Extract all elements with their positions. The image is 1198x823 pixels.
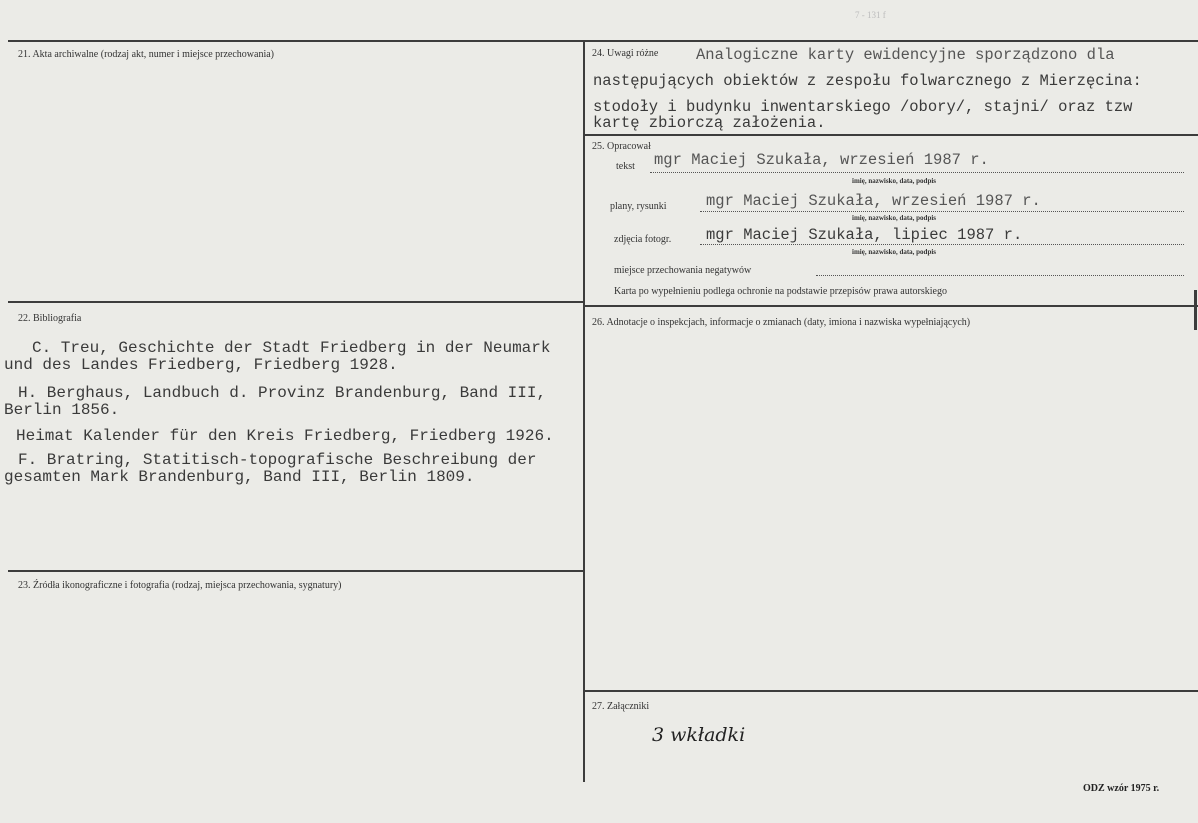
bibliography-entry-2-line1: H. Berghaus, Landbuch d. Provinz Brandenburg, Band III, xyxy=(18,384,547,402)
text-author-value: mgr Maciej Szukała, wrzesień 1987 r. xyxy=(654,151,989,169)
form-code-footer: ODZ wzór 1975 r. xyxy=(1083,783,1160,794)
remarks-line-3: stodoły i budynku inwentarskiego /obory/, stajni/ oraz tzw xyxy=(593,98,1133,116)
text-author-caption: imię, nazwisko, data, podpis xyxy=(852,177,937,185)
divider-22-23 xyxy=(8,570,584,572)
section-24-label: 24. Uwagi różne xyxy=(592,48,659,59)
center-divider-line xyxy=(583,40,585,782)
bibliography-entry-4-line2: gesamten Mark Brandenburg, Band III, Berlin 1809. xyxy=(4,468,475,486)
bibliography-entry-2-line2: Berlin 1856. xyxy=(4,401,120,419)
divider-21-22 xyxy=(8,301,584,303)
bibliography-entry-1-line1: C. Treu, Geschichte der Stadt Friedberg in der Neumark xyxy=(32,339,551,357)
section-27-header: 27. Załączniki xyxy=(592,701,650,712)
remarks-line-2: następujących obiektów z zespołu folwarcznego z Mierzęcina: xyxy=(593,72,1142,90)
photos-author-caption: imię, nazwisko, data, podpis xyxy=(852,248,937,256)
drawings-author-dotline xyxy=(700,211,1184,212)
drawings-author-value: mgr Maciej Szukała, wrzesień 1987 r. xyxy=(706,192,1041,210)
top-border-line xyxy=(8,40,1198,42)
attachments-handwritten: 3 wkładki xyxy=(652,724,746,746)
bibliography-entry-3-line1: Heimat Kalender für den Kreis Friedberg, Friedberg 1926. xyxy=(16,427,554,445)
section-22-header: 22. Bibliografia xyxy=(18,313,82,324)
remarks-line-1: Analogiczne karty ewidencyjne sporządzono dla xyxy=(696,46,1115,64)
photos-author-label: zdjęcia fotogr. xyxy=(614,234,672,245)
bibliography-entry-4-line1: F. Bratring, Statitisch-topografische Beschreibung der xyxy=(18,451,537,469)
section-26-header: 26. Adnotacje o inspekcjach, informacje o zmianach (daty, imiona i nazwiska wypełniających) xyxy=(592,317,971,328)
section-21-header: 21. Akta archiwalne (rodzaj akt, numer i miejsce przechowania) xyxy=(18,49,275,60)
text-author-label: tekst xyxy=(616,161,635,172)
negatives-storage-label: miejsce przechowania negatywów xyxy=(614,265,752,276)
negatives-storage-dotline xyxy=(816,275,1184,276)
divider-24-25 xyxy=(584,134,1198,136)
right-edge-line xyxy=(1194,290,1197,330)
photos-author-dotline xyxy=(700,244,1184,245)
drawings-author-label: plany, rysunki xyxy=(610,201,667,212)
photos-author-value: mgr Maciej Szukała, lipiec 1987 r. xyxy=(706,226,1023,244)
drawings-author-caption: imię, nazwisko, data, podpis xyxy=(852,214,937,222)
text-author-dotline xyxy=(650,172,1184,173)
divider-26-27 xyxy=(584,690,1198,692)
remarks-line-4: kartę zbiorczą założenia. xyxy=(593,114,826,132)
section-23-header: 23. Źródła ikonograficzne i fotografia (rodzaj, miejsca przechowania, sygnatury) xyxy=(18,580,342,591)
pencil-note: 7 - 131 f xyxy=(855,10,886,20)
bibliography-entry-1-line2: und des Landes Friedberg, Friedberg 1928. xyxy=(4,356,398,374)
divider-25-26 xyxy=(584,305,1198,307)
copyright-note: Karta po wypełnieniu podlega ochronie na podstawie przepisów prawa autorskiego xyxy=(614,286,947,297)
section-25-header: 25. Opracował xyxy=(592,141,651,152)
